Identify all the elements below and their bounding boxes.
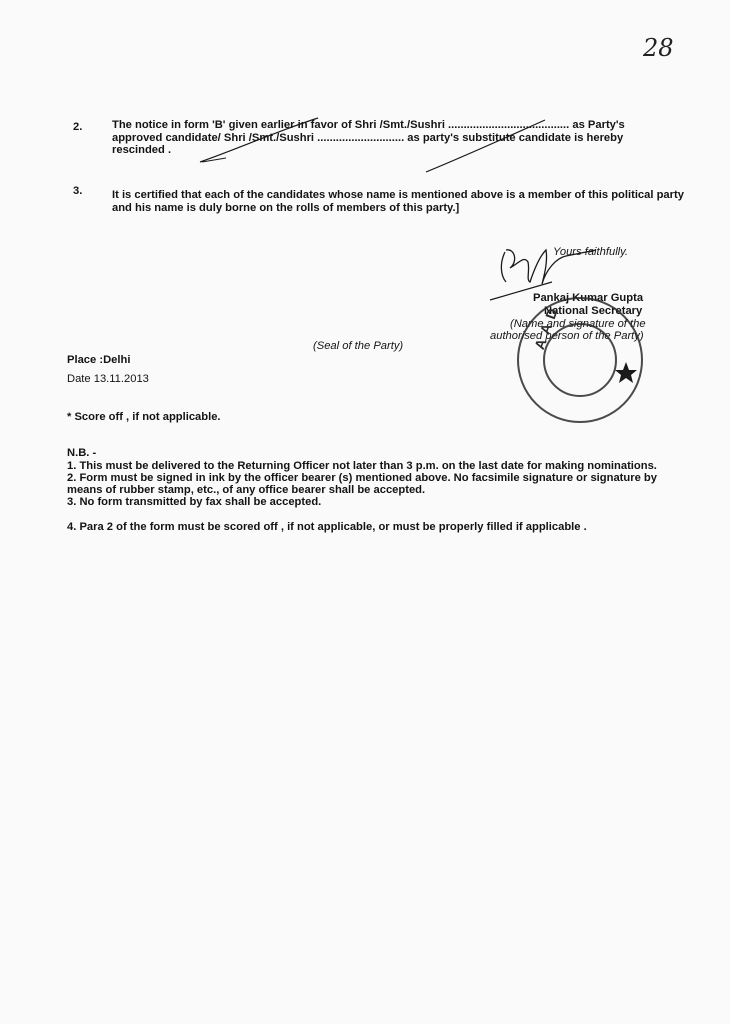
seal-label: (Seal of the Party) (313, 340, 404, 352)
closing-text: Yours faithfully. (553, 246, 629, 258)
signatory-designation: National Secretary (544, 305, 643, 317)
signatory-note-line2: authorised person of the Party) (490, 330, 644, 342)
para2-line1: The notice in form 'B' given earlier in favor of Shri /Smt./Sushri ....................................... as Party's (112, 119, 625, 131)
para2-line2: approved candidate/ Shri /Smt./Sushri ............................ as party's substitute candidate is hereby (112, 131, 624, 144)
place-text: Place :Delhi (67, 354, 131, 366)
para3-number: 3. (73, 185, 83, 197)
para2-line3: rescinded . (112, 144, 172, 157)
signatory-name: Pankaj Kumar Gupta (533, 292, 644, 304)
para2-number: 2. (73, 121, 83, 133)
nb-item-2-line1: 2. Form must be signed in ink by the officer bearer (s) mentioned above. No facsimile signature or signature by (67, 472, 657, 484)
para3-line1: It is certified that each of the candidates whose name is mentioned above is a member of this political party (112, 189, 684, 201)
date-text: Date 13.11.2013 (67, 373, 149, 385)
nb-item-4: 4. Para 2 of the form must be scored off , if not applicable, or must be properly filled if applicable . (67, 521, 587, 533)
signatory-note-line1: (Name and signature of the (510, 318, 646, 330)
footnote-text: * Score off , if not applicable. (67, 411, 221, 423)
nb-item-2-line2: means of rubber stamp, etc., of any office bearer shall be accepted. (67, 484, 426, 496)
nb-item-1: 1. This must be delivered to the Returning Officer not later than 3 p.m. on the last date for making nominations. (67, 460, 657, 472)
seal-lettering: AAD (531, 300, 563, 352)
nb-item-3: 3. No form transmitted by fax shall be accepted. (67, 496, 322, 508)
nb-heading: N.B. - (67, 447, 97, 459)
handwritten-page-number: 28 (643, 34, 674, 62)
para3-line2: and his name is duly borne on the rolls of members of this party.] (112, 201, 460, 214)
